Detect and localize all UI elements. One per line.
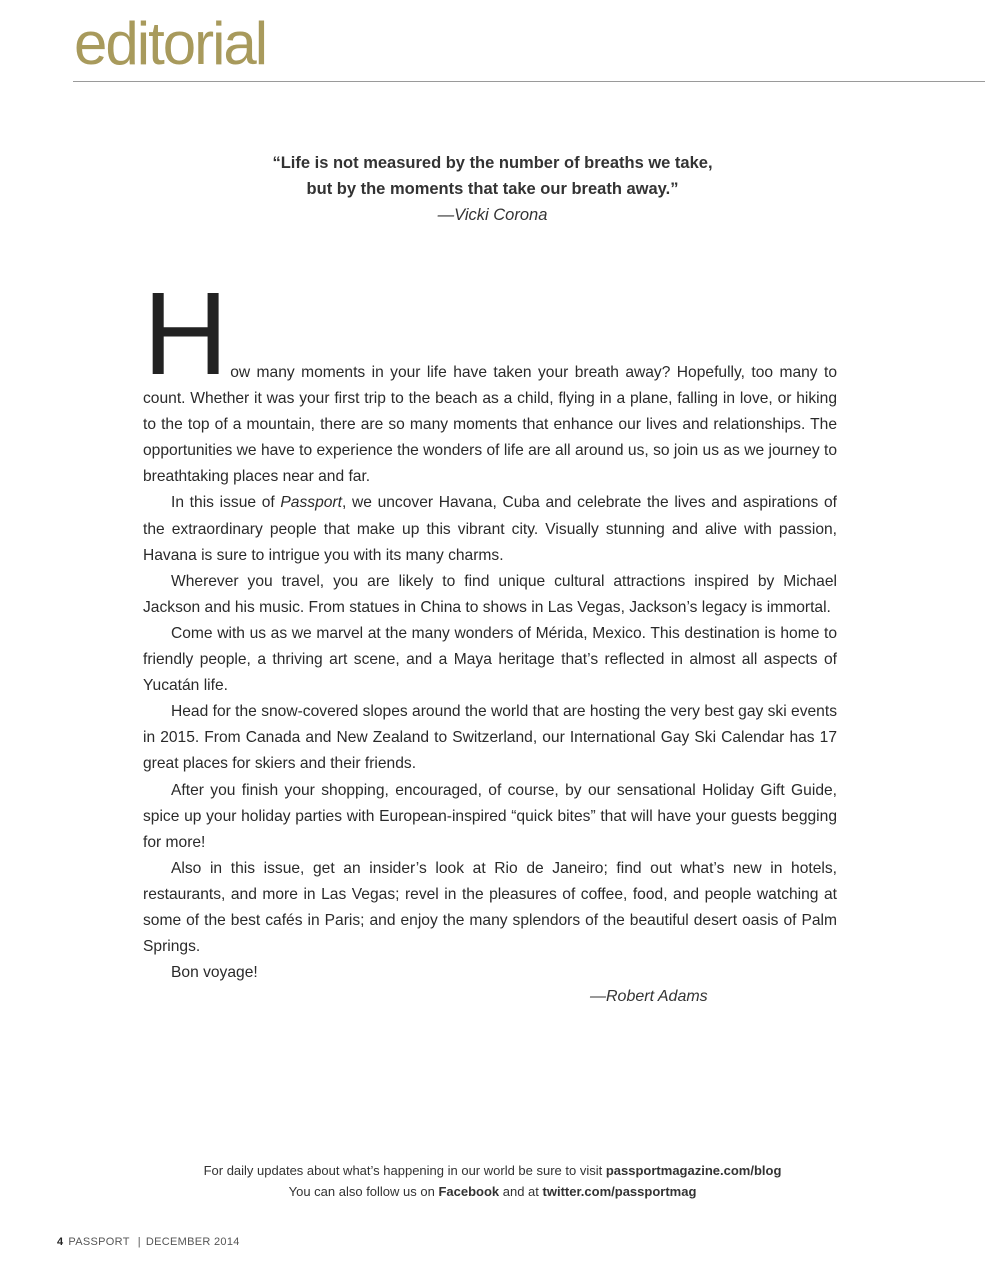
- magazine-name-italic: Passport: [280, 494, 342, 512]
- page-folio: [57, 1236, 240, 1248]
- paragraph-intro-text: ow many moments in your life have taken your breath away? Hopefully, too many to count. Whether it was your first trip to the beach as a child, flying in a plane, falling in love, or hiking to the top of a mountain, there are so many moments that enhance our lives and relationships. The opportunities we have to experience the wonders of life are all around us, so join us as we journey to breathtaking places near and far.: [143, 364, 837, 486]
- drop-cap: H: [143, 268, 229, 400]
- title-divider: [73, 81, 985, 82]
- blog-link[interactable]: passportmagazine.com/blog: [605, 1163, 782, 1178]
- epigraph-line-1: “Life is not measured by the number of breaths we take,: [272, 154, 713, 172]
- paragraph-holiday: After you finish your shopping, encouraged, of course, by our sensational Holiday Gift Guide, spice up your holiday parties with European-inspired “quick bites” that will have your guests begging for more!: [143, 781, 837, 851]
- epigraph: [180, 150, 805, 228]
- epigraph-attribution: —Vicki Corona: [437, 206, 548, 224]
- paragraph-ski: Head for the snow-covered slopes around the world that are hosting the very best gay ski events in 2015. From Canada and New Zealand to Switzerland, our International Gay Ski Calendar has 17 great places for skiers and their friends.: [143, 703, 837, 773]
- footer-line-2-text-a: You can also follow us on: [288, 1184, 439, 1199]
- epigraph-line-2: but by the moments that take our breath away.”: [306, 180, 679, 198]
- paragraph-intro: [143, 268, 837, 490]
- paragraph-havana: [143, 490, 837, 568]
- author-signature: —Robert Adams: [590, 988, 708, 1005]
- folio-separator: |: [137, 1236, 141, 1248]
- footer-line-1: [100, 1160, 885, 1181]
- footer-line-2: [100, 1181, 885, 1202]
- paragraph-bon-voyage: Bon voyage!: [171, 964, 258, 982]
- twitter-link[interactable]: twitter.com/passportmag: [542, 1184, 697, 1199]
- page-number: 4: [57, 1236, 64, 1248]
- drop-cap-spacer: [143, 290, 837, 360]
- paragraph-havana-lead: In this issue of: [171, 494, 281, 512]
- paragraph-also: Also in this issue, get an insider’s look at Rio de Janeiro; find out what’s new in hotels, restaurants, and more in Las Vegas; revel in the pleasures of coffee, food, and people watching at some of the best cafés in Paris; and enjoy the many splendors of the beautiful desert oasis of Palm Springs.: [143, 859, 837, 956]
- facebook-link[interactable]: Facebook: [438, 1184, 500, 1199]
- footer-line-1-text: For daily updates about what’s happening in our world be sure to visit: [203, 1163, 606, 1178]
- paragraph-merida: Come with us as we marvel at the many wonders of Mérida, Mexico. This destination is home to friendly people, a thriving art scene, and a Maya heritage that’s reflected in almost all aspects of Yucatán life.: [143, 624, 837, 695]
- paragraph-michael-jackson: Wherever you travel, you are likely to find unique cultural attractions inspired by Michael Jackson and his music. From statues in China to shows in Las Vegas, Jackson’s legacy is immortal.: [143, 572, 837, 616]
- footer-line-2-text-b: and at: [499, 1184, 543, 1199]
- footer-note: [100, 1160, 885, 1202]
- paragraph-havana-text: , we uncover Havana, Cuba and celebrate the lives and aspirations of the extraordinary people that make up this vibrant city. Visually stunning and alive with passion, Havana is sure to intrigue you with its many charms.: [143, 494, 837, 564]
- magazine-name: PASSPORT: [68, 1236, 130, 1248]
- issue-date: DECEMBER 2014: [145, 1236, 240, 1248]
- section-title: editorial: [74, 10, 267, 77]
- article-body: [143, 268, 837, 986]
